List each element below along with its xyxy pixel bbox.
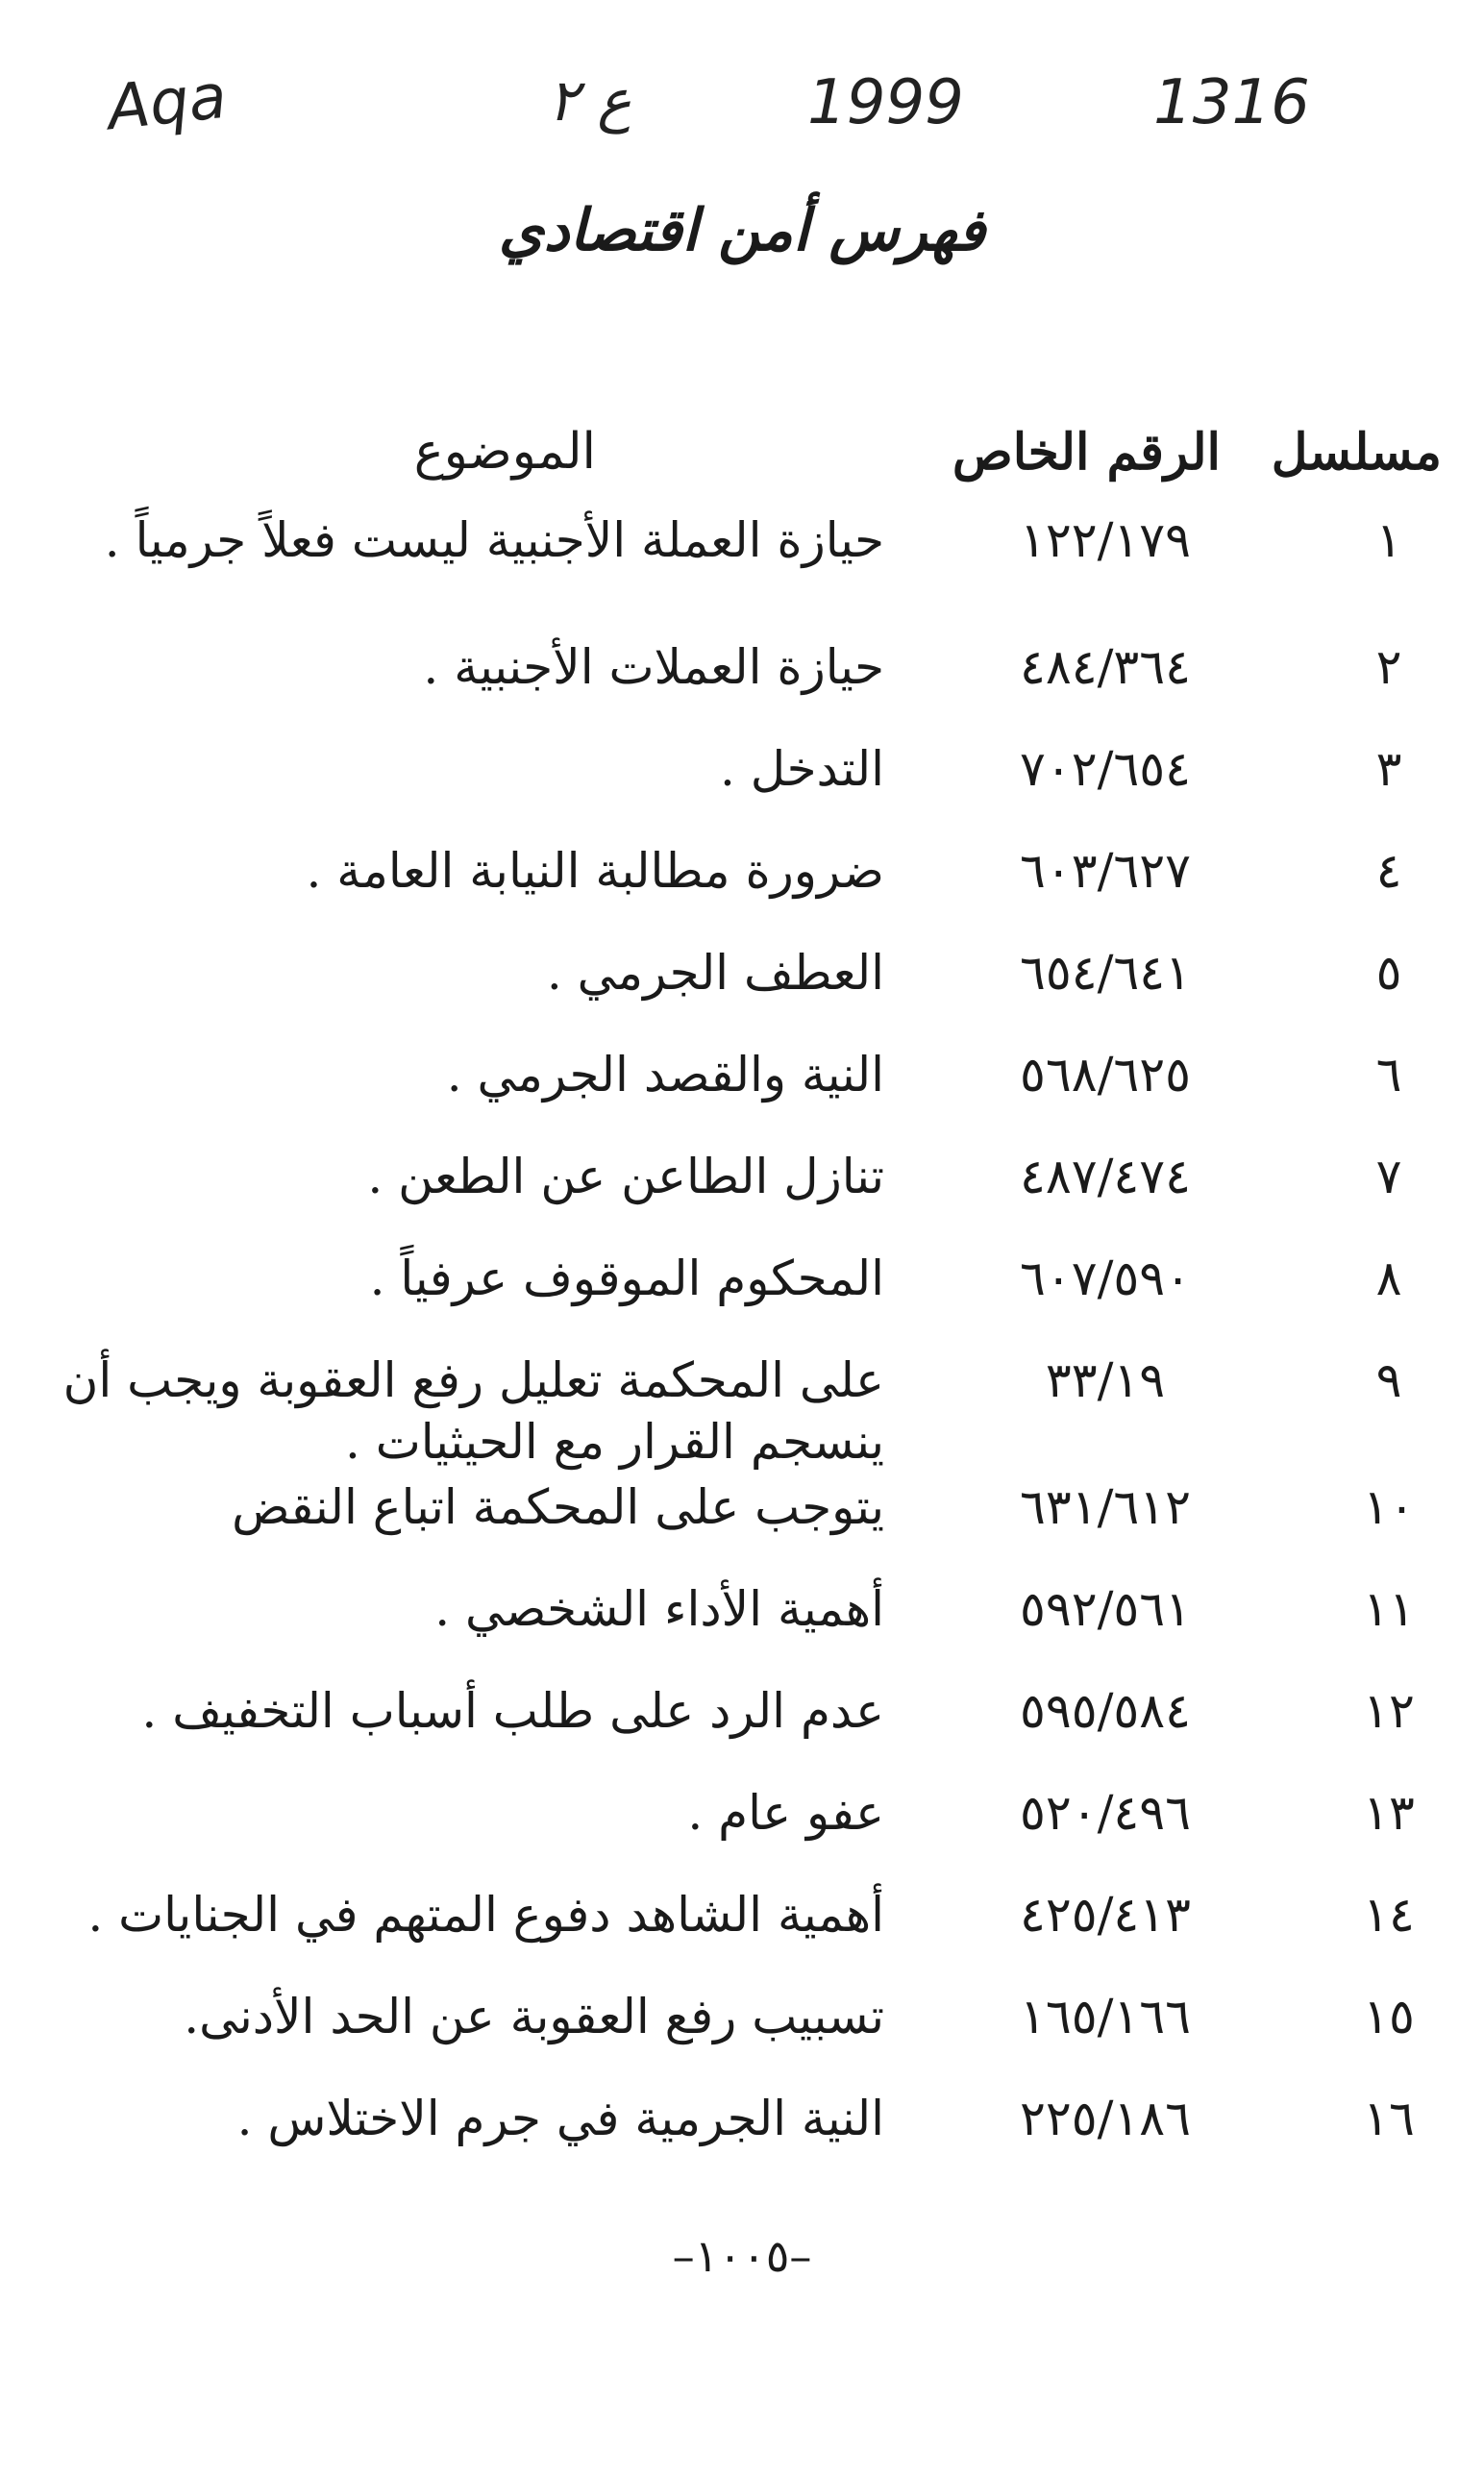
row-topic: تسبيب رفع العقوبة عن الحد الأدنى. — [184, 1989, 884, 2044]
row-serial: ١٢ — [1363, 1683, 1415, 1739]
row-ref: ٢٢٥/١٨٦ — [1020, 2091, 1191, 2146]
row-serial: ٨ — [1375, 1251, 1402, 1306]
row-serial: ١٤ — [1363, 1887, 1415, 1943]
page-number: –١٠٠٥– — [672, 2230, 812, 2282]
table-row — [58, 1044, 1442, 1146]
row-serial: ١٥ — [1363, 1989, 1415, 2044]
table-body — [58, 509, 1442, 2190]
row-serial: ٩ — [1375, 1352, 1402, 1408]
table-row — [58, 1476, 1442, 1578]
row-serial: ٥ — [1375, 945, 1402, 1001]
row-ref: ٥٩٢/٥٦١ — [1020, 1581, 1191, 1637]
table-row — [58, 2088, 1442, 2190]
row-serial: ١ — [1375, 512, 1402, 568]
row-ref: ٤٨٤/٣٦٤ — [1020, 639, 1191, 695]
row-serial: ١٣ — [1363, 1785, 1415, 1841]
row-topic: النية والقصد الجرمي . — [446, 1047, 884, 1102]
row-topic: تنازل الطاعن عن الطعن . — [367, 1149, 884, 1204]
table-row — [58, 509, 1442, 636]
row-ref: ٦٥٤/٦٤١ — [1020, 945, 1191, 1001]
row-serial: ٢ — [1375, 639, 1402, 695]
handwritten-note: Aqa — [104, 61, 231, 145]
handwritten-number: 1316 — [1153, 67, 1310, 138]
table-row — [58, 738, 1442, 840]
table-row — [58, 1248, 1442, 1350]
row-serial: ١١ — [1363, 1581, 1415, 1637]
table-row — [58, 1986, 1442, 2088]
row-ref: ٥٢٠/٤٩٦ — [1020, 1785, 1191, 1841]
row-topic: أهمية الأداء الشخصي . — [434, 1581, 884, 1637]
row-serial: ١٠ — [1363, 1479, 1415, 1535]
table-row — [58, 1680, 1442, 1782]
row-ref: ٧٠٢/٦٥٤ — [1020, 741, 1191, 797]
row-topic: عدم الرد على طلب أسباب التخفيف . — [141, 1683, 884, 1739]
row-topic: حيازة العملة الأجنبية ليست فعلاً جرمياً . — [104, 512, 884, 568]
row-topic: حيازة العملات الأجنبية . — [423, 639, 884, 695]
table-row — [58, 1146, 1442, 1248]
header-topic: الموضوع — [413, 423, 596, 481]
row-ref: ٥٩٥/٥٨٤ — [1020, 1683, 1191, 1739]
row-topic: أهمية الشاهد دفوع المتهم في الجنايات . — [87, 1887, 884, 1943]
row-serial: ٦ — [1375, 1047, 1402, 1102]
row-topic: يتوجب على المحكمة اتباع النقض — [232, 1479, 884, 1535]
table-row — [58, 1782, 1442, 1884]
table-row — [58, 1884, 1442, 1986]
row-topic: ضرورة مطالبة النيابة العامة . — [306, 843, 884, 899]
row-serial: ٤ — [1375, 843, 1402, 899]
table-row — [58, 636, 1442, 738]
row-ref: ٤٨٧/٤٧٤ — [1020, 1149, 1191, 1204]
table-row — [58, 840, 1442, 942]
row-topic: العطف الجرمي . — [546, 945, 884, 1001]
row-topic: المحكوم الموقوف عرفياً . — [369, 1251, 884, 1306]
row-ref: ١٦٥/١٦٦ — [1020, 1989, 1191, 2044]
handwritten-year: 1999 — [807, 67, 964, 138]
header-serial: مسلسل — [1271, 423, 1442, 482]
row-serial: ٧ — [1375, 1149, 1402, 1204]
header-ref: الرقم الخاص — [952, 423, 1221, 482]
row-ref: ٦٠٧/٥٩٠ — [1020, 1251, 1191, 1306]
page-title: فهرس أمن اقتصادي — [498, 197, 986, 264]
handwritten-note: ع ٢ — [548, 67, 632, 135]
row-topic: عفو عام . — [687, 1785, 884, 1841]
row-ref: ٤٢٥/٤١٣ — [1020, 1887, 1191, 1943]
table-row — [58, 1350, 1442, 1476]
row-ref: ٣٣/١٩ — [1045, 1352, 1166, 1408]
row-serial: ٣ — [1375, 741, 1402, 797]
row-serial: ١٦ — [1363, 2091, 1415, 2146]
row-topic: على المحكمة تعليل رفع العقوبة ويجب أن ينسجم القرار مع الحيثيات . — [62, 1352, 884, 1470]
row-topic: النية الجرمية في جرم الاختلاس . — [236, 2091, 884, 2146]
row-topic: التدخل . — [719, 741, 884, 797]
table-header — [58, 423, 1442, 509]
row-ref: ٦٣١/٦١٢ — [1020, 1479, 1191, 1535]
index-table — [58, 423, 1442, 2190]
table-row — [58, 942, 1442, 1044]
row-ref: ٥٦٨/٦٢٥ — [1020, 1047, 1191, 1102]
row-ref: ٦٠٣/٦٢٧ — [1020, 843, 1191, 899]
row-ref: ١٢٢/١٧٩ — [1020, 512, 1191, 568]
table-row — [58, 1578, 1442, 1680]
